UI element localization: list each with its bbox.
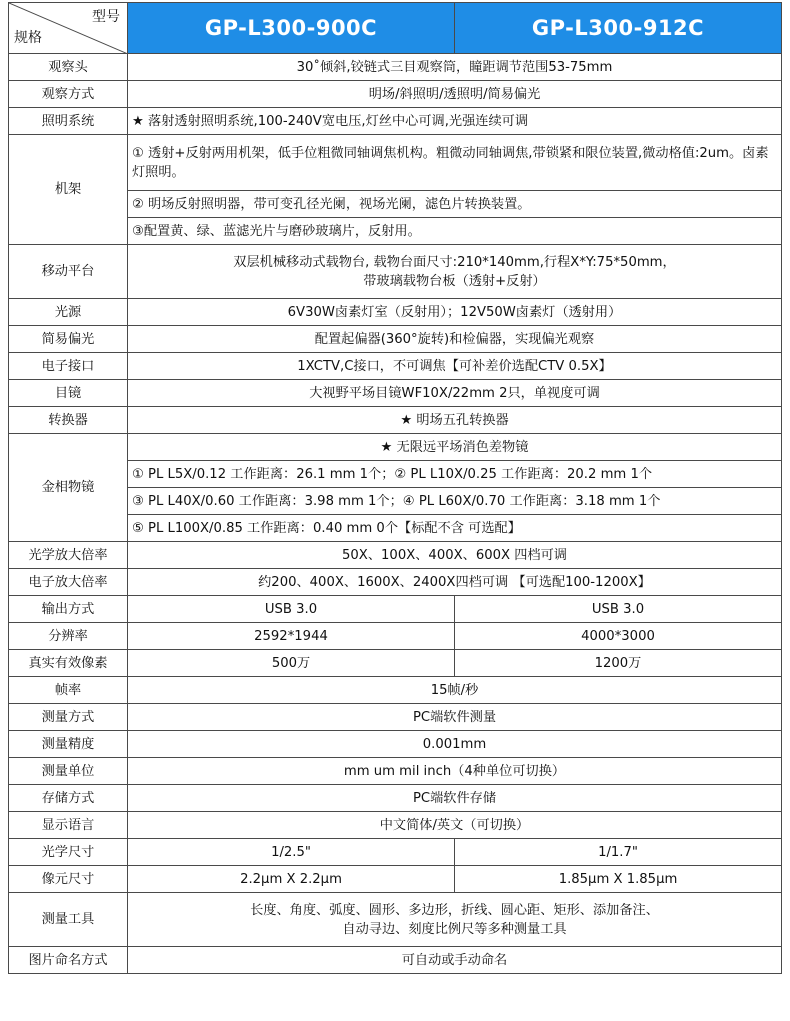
row-label-cell: 存储方式 (9, 785, 128, 812)
row-label-cell: 测量单位 (9, 758, 128, 785)
row-measure-mode (9, 704, 782, 731)
row-label-cell: 观察方式 (9, 81, 128, 108)
row-label-cell: 电子放大倍率 (9, 569, 128, 596)
row-e-port (9, 353, 782, 380)
stage-line-2: 带玻璃载物台板（透射+反射） (363, 273, 546, 289)
row-language (9, 812, 782, 839)
row-digital-mag (9, 569, 782, 596)
stage-line-1: 双层机械移动式载物台, 载物台面尺寸:210*140mm,行程X*Y:75*50mm， (233, 254, 676, 270)
row-label-cell: 帧率 (9, 677, 128, 704)
row-value-cell: ③ PL L40X/0.60 工作距离：3.98 mm 1个；④ PL L60X/0.70 工作距离：3.18 mm 1个 (128, 488, 782, 515)
row-label-cell: 移动平台 (9, 245, 128, 299)
row-value-cell: ② 明场反射照明器，带可变孔径光阑，视场光阑，滤色片转换装置。 (128, 191, 782, 218)
model-b-header: GP-L300-912C (455, 3, 782, 54)
row-pixel-size (9, 866, 782, 893)
header-row (9, 3, 782, 54)
row-label-cell: 光学放大倍率 (9, 542, 128, 569)
spec-table (8, 2, 782, 974)
row-label-cell: 简易偏光 (9, 326, 128, 353)
row-pixels (9, 650, 782, 677)
row-value-cell: 明场/斜照明/透照明/简易偏光 (128, 81, 782, 108)
row-value-cell: 50X、100X、400X、600X 四档可调 (128, 542, 782, 569)
model-b-cell: 1.85μm X 1.85μm (455, 866, 782, 893)
row-optical-mag (9, 542, 782, 569)
row-frame (9, 135, 782, 191)
row-stage (9, 245, 782, 299)
row-label-cell: 目镜 (9, 380, 128, 407)
row-value-cell: ★ 落射透射照明系统,100-240V宽电压,灯丝中心可调,光强连续可调 (128, 108, 782, 135)
row-label-cell: 金相物镜 (9, 434, 128, 542)
row-eyepiece (9, 380, 782, 407)
row-label-cell: 照明系统 (9, 108, 128, 135)
row-value-cell: 30˚倾斜,铰链式三目观察筒，瞳距调节范围53-75mm (128, 54, 782, 81)
row-label-cell: 测量精度 (9, 731, 128, 758)
row-observe-mode (9, 81, 782, 108)
model-a-cell: 2592*1944 (128, 623, 455, 650)
row-value-cell: 配置起偏器(360°旋转)和检偏器，实现偏光观察 (128, 326, 782, 353)
row-label-cell: 测量方式 (9, 704, 128, 731)
row-unit (9, 758, 782, 785)
row-storage (9, 785, 782, 812)
model-b-cell: 1/1.7" (455, 839, 782, 866)
tools-line-2: 自动寻边、刻度比例尺等多种测量工具 (342, 921, 567, 937)
row-objectives (9, 434, 782, 461)
row-label-cell: 输出方式 (9, 596, 128, 623)
col-label: 规格 (14, 30, 42, 46)
row-value-cell: ★ 无限远平场消色差物镜 (128, 434, 782, 461)
row-label-cell: 机架 (9, 135, 128, 245)
row-label-cell: 图片命名方式 (9, 947, 128, 974)
row-resolution (9, 623, 782, 650)
row-value-cell: 可自动或手动命名 (128, 947, 782, 974)
row-output (9, 596, 782, 623)
row-value-cell (128, 245, 782, 299)
row-value-cell: 中文简体/英文（可切换） (128, 812, 782, 839)
row-value-cell: ★ 明场五孔转换器 (128, 407, 782, 434)
row-value-cell: ① 透射+反射两用机架，低手位粗微同轴调焦机构。粗微动同轴调焦,带锁紧和限位装置,微动格值:2um。卤素灯照明。 (128, 135, 782, 191)
row-frame-rate (9, 677, 782, 704)
row-label: 型号 (92, 9, 120, 25)
row-value-cell (128, 893, 782, 947)
model-b-cell: USB 3.0 (455, 596, 782, 623)
row-value-cell: PC端软件测量 (128, 704, 782, 731)
row-label-cell: 分辨率 (9, 623, 128, 650)
row-label-cell: 显示语言 (9, 812, 128, 839)
model-a-cell: 500万 (128, 650, 455, 677)
row-value-cell: 大视野平场目镜WF10X/22mm 2只，单视度可调 (128, 380, 782, 407)
model-b-cell: 1200万 (455, 650, 782, 677)
row-tools (9, 893, 782, 947)
row-value-cell: 6V30W卤素灯室（反射用）；12V50W卤素灯（透射用） (128, 299, 782, 326)
model-a-cell: USB 3.0 (128, 596, 455, 623)
row-precision (9, 731, 782, 758)
row-label-cell: 光源 (9, 299, 128, 326)
row-value-cell: 15帧/秒 (128, 677, 782, 704)
row-observe-head (9, 54, 782, 81)
model-b-cell: 4000*3000 (455, 623, 782, 650)
row-value-cell: ① PL L5X/0.12 工作距离：26.1 mm 1个；② PL L10X/0.25 工作距离：20.2 mm 1个 (128, 461, 782, 488)
row-value-cell: PC端软件存储 (128, 785, 782, 812)
row-lighting (9, 108, 782, 135)
model-a-cell: 2.2μm X 2.2μm (128, 866, 455, 893)
model-a-header: GP-L300-900C (128, 3, 455, 54)
row-value-cell: ⑤ PL L100X/0.85 工作距离：0.40 mm 0个【标配不含 可选配】 (128, 515, 782, 542)
corner-cell (9, 3, 128, 54)
row-value-cell: 0.001mm (128, 731, 782, 758)
row-value-cell: ③配置黄、绿、蓝滤光片与磨砂玻璃片，反射用。 (128, 218, 782, 245)
row-polarize (9, 326, 782, 353)
row-label-cell: 观察头 (9, 54, 128, 81)
row-label-cell: 真实有效像素 (9, 650, 128, 677)
row-value-cell: 1XCTV,C接口，不可调焦【可补差价选配CTV 0.5X】 (128, 353, 782, 380)
model-a-cell: 1/2.5" (128, 839, 455, 866)
row-value-cell: mm um mil inch（4种单位可切换） (128, 758, 782, 785)
tools-line-1: 长度、角度、弧度、圆形、多边形，折线、圆心距、矩形、添加备注、 (250, 902, 659, 918)
row-label-cell: 电子接口 (9, 353, 128, 380)
row-label-cell: 像元尺寸 (9, 866, 128, 893)
row-label-cell: 测量工具 (9, 893, 128, 947)
row-naming (9, 947, 782, 974)
row-light-source (9, 299, 782, 326)
row-label-cell: 转换器 (9, 407, 128, 434)
row-sensor (9, 839, 782, 866)
row-label-cell: 光学尺寸 (9, 839, 128, 866)
row-value-cell: 约200、400X、1600X、2400X四档可调 【可选配100-1200X】 (128, 569, 782, 596)
row-nosepiece (9, 407, 782, 434)
